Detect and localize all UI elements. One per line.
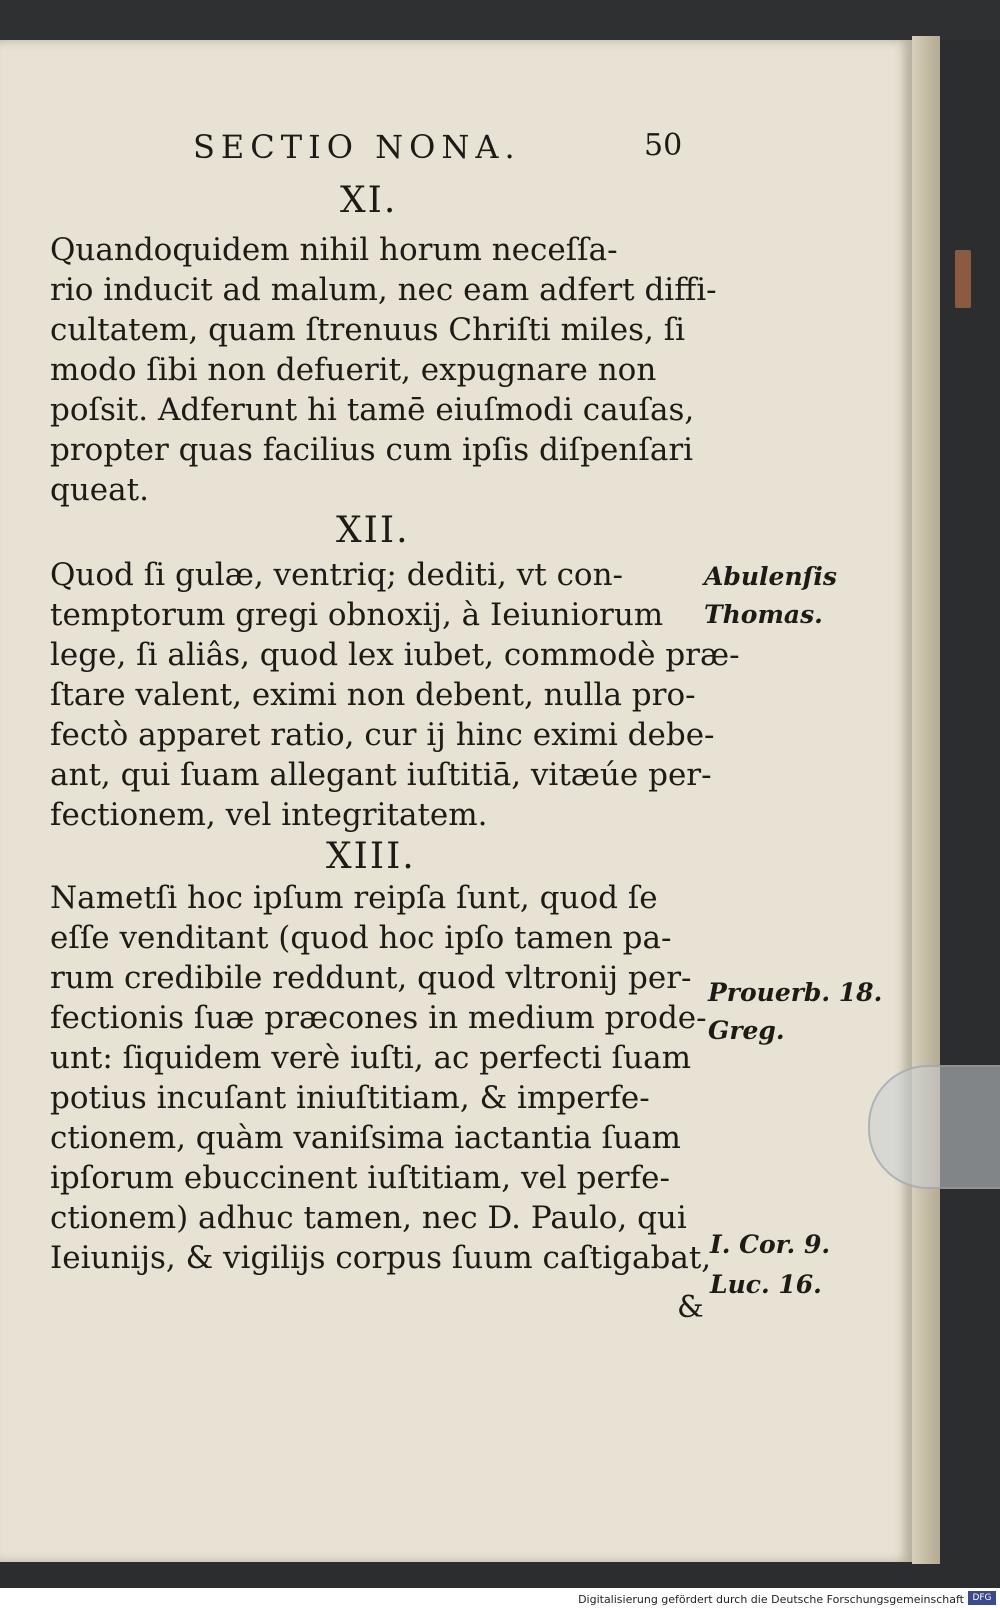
text-line: temptorum gregi obnoxij, à Ieiuniorum bbox=[50, 597, 664, 633]
dfg-logo: DFG bbox=[968, 1591, 996, 1605]
text-line: ant, qui ſuam allegant iuſtitiā, vitæúe per- bbox=[50, 757, 712, 793]
paragraph-xiii bbox=[50, 878, 730, 1278]
page-clip bbox=[868, 1065, 1000, 1189]
text-line: modo ſibi non defuerit, expugnare non bbox=[50, 352, 657, 388]
text-line: ipſorum ebuccinent iuſtitiam, vel perfe- bbox=[50, 1160, 670, 1196]
text-line: rio inducit ad malum, nec eam adfert diffi- bbox=[50, 272, 717, 308]
text-line: ſtare valent, eximi non debent, nulla pro- bbox=[50, 677, 696, 713]
margin-note-abulensis: Abulenſis bbox=[704, 562, 837, 591]
paragraph-xi bbox=[50, 230, 730, 510]
text-line: fectionem, vel integritatem. bbox=[50, 797, 488, 833]
text-line: Nametſi hoc ipſum reipſa ſunt, quod ſe bbox=[50, 880, 658, 916]
page-edge bbox=[912, 36, 940, 1564]
section-heading-xiii: XIII. bbox=[326, 836, 416, 877]
text-line: poſsit. Adferunt hi tamē eiuſmodi cauſas, bbox=[50, 392, 695, 428]
text-line: queat. bbox=[50, 472, 149, 508]
footer-credit: Digitalisierung gefördert durch die Deutsche Forschungsgemeinschaft bbox=[578, 1593, 964, 1606]
text-line: ctionem, quàm vaniſsima iactantia ſuam bbox=[50, 1120, 681, 1156]
text-line: Quandoquidem nihil horum neceſſa- bbox=[50, 232, 618, 268]
text-line: unt: ſiquidem verè iuſti, ac perfecti ſuam bbox=[50, 1040, 691, 1076]
text-line: potius incuſant iniuſtitiam, & imperfe- bbox=[50, 1080, 650, 1116]
text-line: ctionem) adhuc tamen, nec D. Paulo, qui bbox=[50, 1200, 687, 1236]
text-line: rum credibile reddunt, quod vltronij per- bbox=[50, 960, 692, 996]
margin-note-luc: Luc. 16. bbox=[710, 1270, 822, 1299]
text-line: fectò apparet ratio, cur ij hinc eximi debe- bbox=[50, 717, 715, 753]
margin-note-prouerb: Prouerb. 18. bbox=[708, 978, 883, 1007]
paragraph-xii bbox=[50, 555, 740, 835]
text-line: propter quas facilius cum ipſis diſpenſari bbox=[50, 432, 694, 468]
text-line: cultatem, quam ſtrenuus Chriſti miles, ſi bbox=[50, 312, 686, 348]
text-line: lege, ſi aliâs, quod lex iubet, commodè præ- bbox=[50, 637, 740, 673]
text-line: fectionis ſuæ præcones in medium prode- bbox=[50, 1000, 707, 1036]
catchword: & bbox=[677, 1290, 704, 1325]
margin-note-thomas: Thomas. bbox=[704, 600, 823, 629]
page-number: 50 bbox=[644, 128, 683, 163]
text-line: Quod ſi gulæ, ventriq; dediti, vt con- bbox=[50, 557, 624, 593]
running-header: SECTIO NONA. bbox=[193, 128, 521, 166]
text-line: eſſe venditant (quod hoc ipſo tamen pa- bbox=[50, 920, 672, 956]
bookmark-tab bbox=[955, 250, 971, 308]
section-heading-xii: XII. bbox=[336, 510, 410, 551]
margin-note-cor: I. Cor. 9. bbox=[710, 1230, 831, 1259]
scan-background bbox=[0, 0, 1000, 40]
text-line: Ieiunijs, & vigilijs corpus ſuum caſtigabat, bbox=[50, 1240, 712, 1276]
margin-note-greg: Greg. bbox=[708, 1016, 785, 1045]
section-heading-xi: XI. bbox=[340, 180, 398, 221]
